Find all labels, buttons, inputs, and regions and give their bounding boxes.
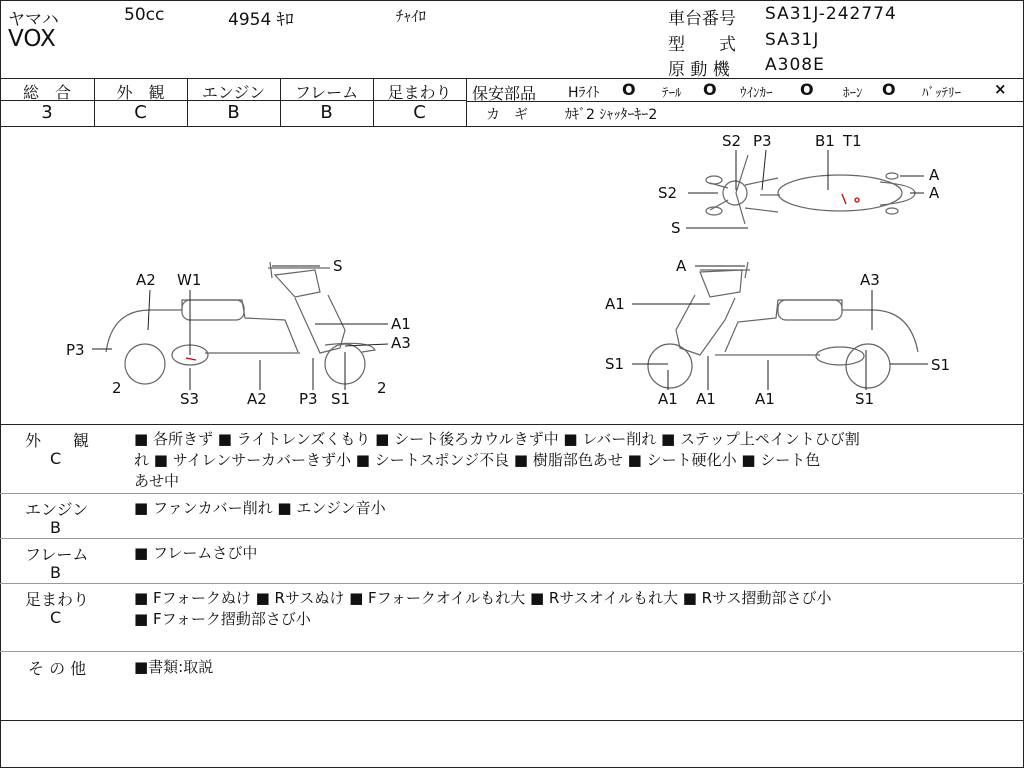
label-top-a2: A bbox=[929, 184, 940, 202]
grade-overall: 3 bbox=[41, 102, 53, 123]
label-right-s1: S1 bbox=[605, 355, 625, 373]
divider bbox=[0, 78, 1024, 79]
label-top-p3: P3 bbox=[753, 132, 772, 150]
divider bbox=[0, 493, 1024, 494]
safety-item-horn-label: ﾎｰﾝ bbox=[843, 86, 863, 101]
diagram-labels bbox=[66, 132, 950, 408]
grade-engine: B bbox=[227, 102, 240, 123]
note-text-frame: ■ フレームさび中 bbox=[134, 544, 258, 562]
note-category-suspension: 足まわり bbox=[25, 590, 90, 609]
grade-header-exterior: 外 観 bbox=[116, 83, 165, 102]
label-right-a1: A1 bbox=[605, 295, 625, 313]
label-left-p3b: P3 bbox=[299, 390, 318, 408]
note-text-exterior-2: れ ■ サイレンサーカバーきず小 ■ シートスポンジ不良 ■ 樹脂部色あせ ■ シート硬化小 ■ シート色 bbox=[134, 451, 821, 469]
type-value: SA31J bbox=[765, 30, 820, 50]
note-text-suspension-1: ■ Fフォークぬけ ■ Rサスぬけ ■ Fフォークオイルもれ大 ■ Rサスオイルもれ大 ■ Rサス摺動部さび小 bbox=[134, 589, 832, 607]
safety-item-battery-mark: × bbox=[994, 80, 1007, 98]
maker: ヤマハ bbox=[8, 10, 59, 30]
divider bbox=[0, 651, 1024, 652]
note-grade-exterior: C bbox=[50, 449, 62, 468]
divider bbox=[0, 583, 1024, 584]
label-top-s2: S2 bbox=[722, 132, 742, 150]
safety-item-headlight-label: Hﾗｲﾄ bbox=[568, 85, 600, 101]
safety-title: 保安部品 bbox=[472, 84, 537, 103]
label-left-a3: A3 bbox=[391, 334, 411, 352]
safety-item-horn-mark: O bbox=[882, 80, 896, 99]
label-right-a1d: A1 bbox=[755, 390, 775, 408]
mileage: 4954 ｷﾛ bbox=[228, 10, 294, 30]
label-left-a2b: A2 bbox=[247, 390, 267, 408]
engine-value: A308E bbox=[765, 55, 825, 75]
safety-item-battery-label: ﾊﾞｯﾃﾘｰ bbox=[922, 86, 961, 101]
divider bbox=[0, 538, 1024, 539]
note-text-exterior-1: ■ 各所きず ■ ライトレンズくもり ■ シート後ろカウルきず中 ■ レバー削れ ■ ステップ上ペイントひび割 bbox=[134, 430, 860, 448]
label-top-t1: T1 bbox=[843, 132, 862, 150]
chassis-label: 車台番号 bbox=[668, 9, 736, 29]
note-grade-frame: B bbox=[50, 563, 61, 582]
grade-header-engine: エンジン bbox=[201, 83, 266, 102]
label-left-p3: P3 bbox=[66, 341, 85, 359]
label-top-a: A bbox=[929, 166, 940, 184]
note-text-suspension-2: ■ Fフォーク摺動部さび小 bbox=[134, 610, 311, 628]
scooter-diagram bbox=[0, 127, 1024, 425]
divider bbox=[0, 424, 1024, 425]
top-view-outline bbox=[706, 155, 915, 224]
label-right-s1b: S1 bbox=[931, 356, 951, 374]
label-left-2b: 2 bbox=[377, 379, 387, 397]
chassis-value: SA31J-242774 bbox=[765, 4, 897, 24]
safety-item-winker-mark: O bbox=[800, 80, 814, 99]
label-right-a: A bbox=[676, 257, 687, 275]
note-text-engine: ■ ファンカバー削れ ■ エンジン音小 bbox=[134, 499, 386, 517]
label-top-s2b: S2 bbox=[658, 184, 678, 202]
label-right-a1c: A1 bbox=[696, 390, 716, 408]
note-grade-engine: B bbox=[50, 518, 61, 537]
displacement: 50cc bbox=[124, 5, 165, 25]
safety-item-tail-label: ﾃｰﾙ bbox=[662, 86, 682, 101]
grade-exterior: C bbox=[134, 102, 147, 123]
label-left-2: 2 bbox=[112, 379, 122, 397]
label-left-s1: S1 bbox=[331, 390, 351, 408]
grade-header-suspension: 足まわり bbox=[387, 83, 452, 102]
label-left-a2: A2 bbox=[136, 271, 156, 289]
grade-frame: B bbox=[320, 102, 333, 123]
key-value: ｶｷﾞ2 ｼｬｯﾀｰｷｰ2 bbox=[565, 107, 658, 123]
safety-item-winker-label: ｳｲﾝｶｰ bbox=[740, 86, 773, 101]
label-left-a1: A1 bbox=[391, 315, 411, 333]
label-left-s: S bbox=[333, 257, 343, 275]
note-text-exterior-3: あせ中 bbox=[134, 472, 180, 490]
note-category-engine: エンジン bbox=[25, 500, 89, 519]
label-right-a1b: A1 bbox=[658, 390, 678, 408]
note-category-exterior: 外 観 bbox=[25, 431, 90, 450]
key-label: カ ギ bbox=[486, 107, 528, 123]
divider bbox=[466, 101, 1024, 102]
leader-lines bbox=[92, 150, 928, 390]
note-category-frame: フレーム bbox=[25, 545, 89, 564]
label-top-b1: B1 bbox=[815, 132, 835, 150]
label-left-w1: W1 bbox=[177, 271, 202, 289]
divider bbox=[466, 78, 467, 126]
label-right-a3: A3 bbox=[860, 271, 880, 289]
label-top-s: S bbox=[671, 219, 681, 237]
safety-item-tail-mark: O bbox=[703, 80, 717, 99]
grade-header-overall: 総 合 bbox=[22, 83, 71, 102]
grade-suspension: C bbox=[413, 102, 426, 123]
model-name: VOX bbox=[8, 26, 56, 52]
grade-header-frame: フレーム bbox=[294, 83, 359, 102]
color: ﾁｬｲﾛ bbox=[396, 7, 427, 25]
damage-marks bbox=[186, 194, 859, 360]
safety-item-headlight-mark: O bbox=[622, 80, 636, 99]
note-text-other: ■書類:取説 bbox=[134, 658, 214, 676]
note-grade-suspension: C bbox=[50, 608, 62, 627]
engine-label: 原 動 機 bbox=[668, 60, 730, 80]
type-label: 型 式 bbox=[668, 35, 736, 55]
label-left-s3: S3 bbox=[180, 390, 200, 408]
label-right-s1c: S1 bbox=[855, 390, 875, 408]
note-category-other: そ の 他 bbox=[28, 659, 87, 678]
divider bbox=[0, 720, 1024, 721]
